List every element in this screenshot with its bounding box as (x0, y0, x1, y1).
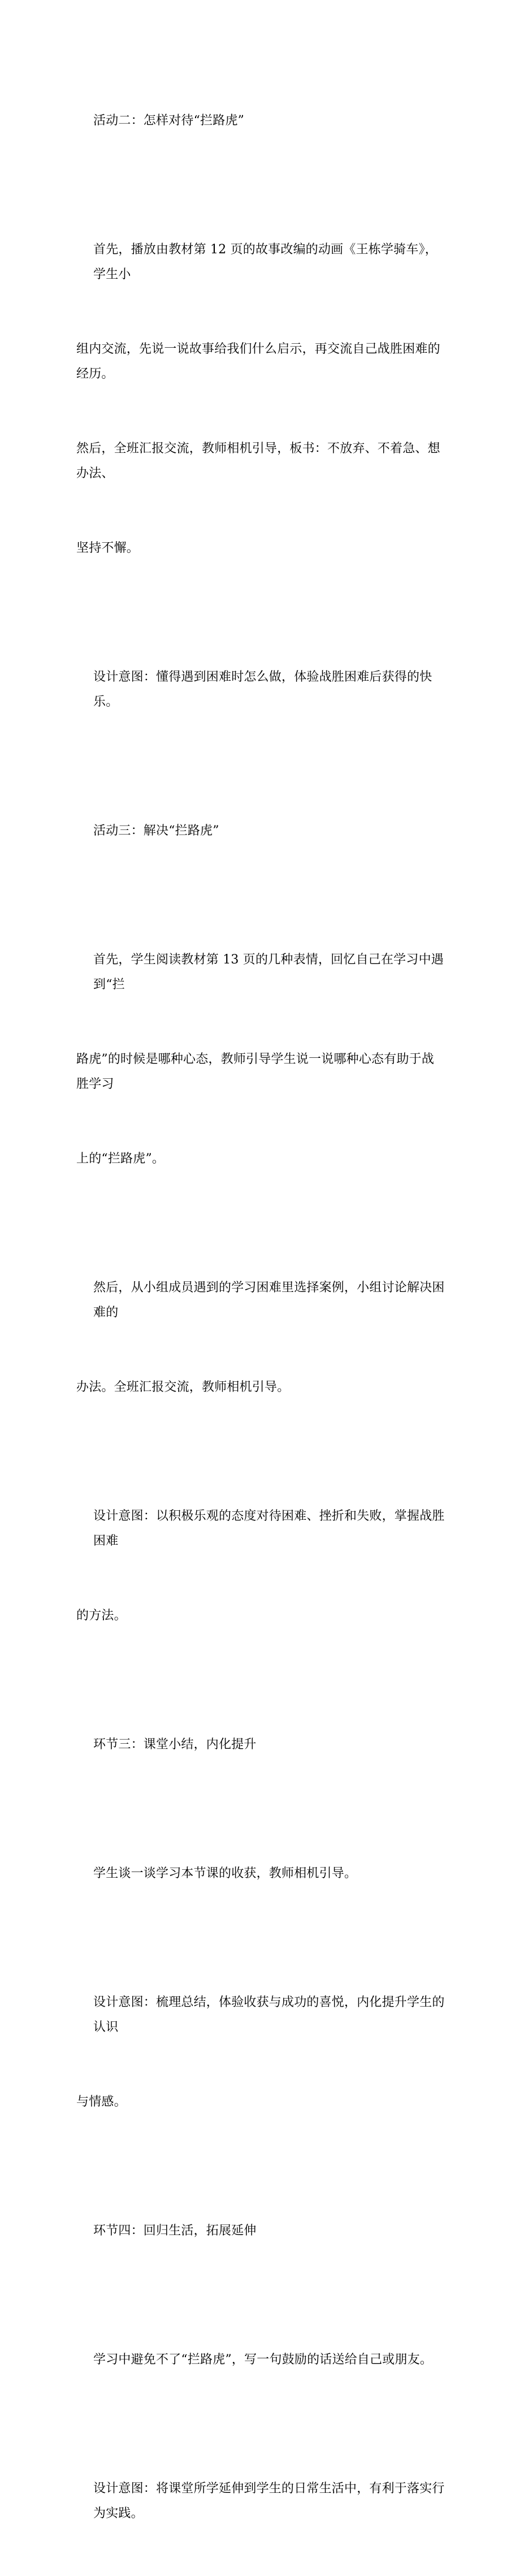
design-intent-paragraph (76, 1940, 447, 2164)
text-line: 环节三：课堂小结，内化提升 (93, 1737, 257, 1752)
section3-paragraph (93, 1812, 447, 1936)
text-line: 然后，全班汇报交流，教师相机引导，板书：不放弃、不着急、想办法、 (76, 442, 440, 481)
section3-heading (93, 1683, 447, 1807)
text-line: 设计意图：以积极乐观的态度对待困难、挫折和失败，掌握战胜困难 (93, 1509, 445, 1548)
text-line: 然后，从小组成员遇到的学习困难里选择案例，小组讨论解决困难的 (93, 1281, 445, 1320)
document-body (76, 59, 447, 2576)
text-line: 与情感。 (76, 2095, 127, 2109)
text-line: 学生谈一谈学习本节课的收获，教师相机引导。 (93, 1866, 357, 1881)
design-intent-paragraph (93, 2427, 447, 2576)
text-line: 办法。全班汇报交流，教师相机引导。 (76, 1380, 290, 1394)
text-line: 活动三：解决“拦路虎” (93, 824, 219, 838)
activity2-heading (93, 59, 447, 183)
activity3-heading (93, 769, 447, 893)
section4-paragraph (93, 2298, 447, 2422)
text-line: 学习中避免不了“拦路虎”，写一句鼓励的话送给自己或朋友。 (93, 2353, 433, 2367)
text-line: 环节四：回归生活，拓展延伸 (93, 2224, 257, 2238)
text-line: 路虎”的时候是哪种心态，教师引导学生说一说哪种心态有助于战胜学习 (76, 1052, 435, 1091)
design-intent-paragraph (93, 615, 447, 764)
section4-heading (93, 2169, 447, 2293)
text-line: 活动二：怎样对待“拦路虎” (93, 114, 245, 128)
activity3-paragraph-2 (76, 1226, 447, 1450)
text-line: 组内交流，先说一说故事给我们什么启示，再交流自己战胜困难的经历。 (76, 342, 440, 381)
activity3-paragraph-1 (76, 898, 447, 1221)
text-line: 首先，学生阅读教材第 13 页的几种表情，回忆自己在学习中遇到“拦 (93, 953, 444, 992)
text-line: 设计意图：懂得遇到困难时怎么做，体验战胜困难后获得的快乐。 (93, 670, 432, 709)
design-intent-paragraph (76, 1454, 447, 1678)
text-line: 首先，播放由教材第 12 页的故事改编的动画《王栋学骑车》，学生小 (93, 243, 437, 282)
activity2-paragraph (76, 188, 447, 611)
text-line: 设计意图：梳理总结，体验收获与成功的喜悦，内化提升学生的认识 (93, 1995, 445, 2034)
text-line: 上的“拦路虎”。 (76, 1152, 165, 1166)
text-line: 的方法。 (76, 1609, 127, 1623)
text-line: 坚持不懈。 (76, 541, 140, 555)
text-line: 设计意图：将课堂所学延伸到学生的日常生活中，有利于落实行为实践。 (93, 2482, 445, 2521)
